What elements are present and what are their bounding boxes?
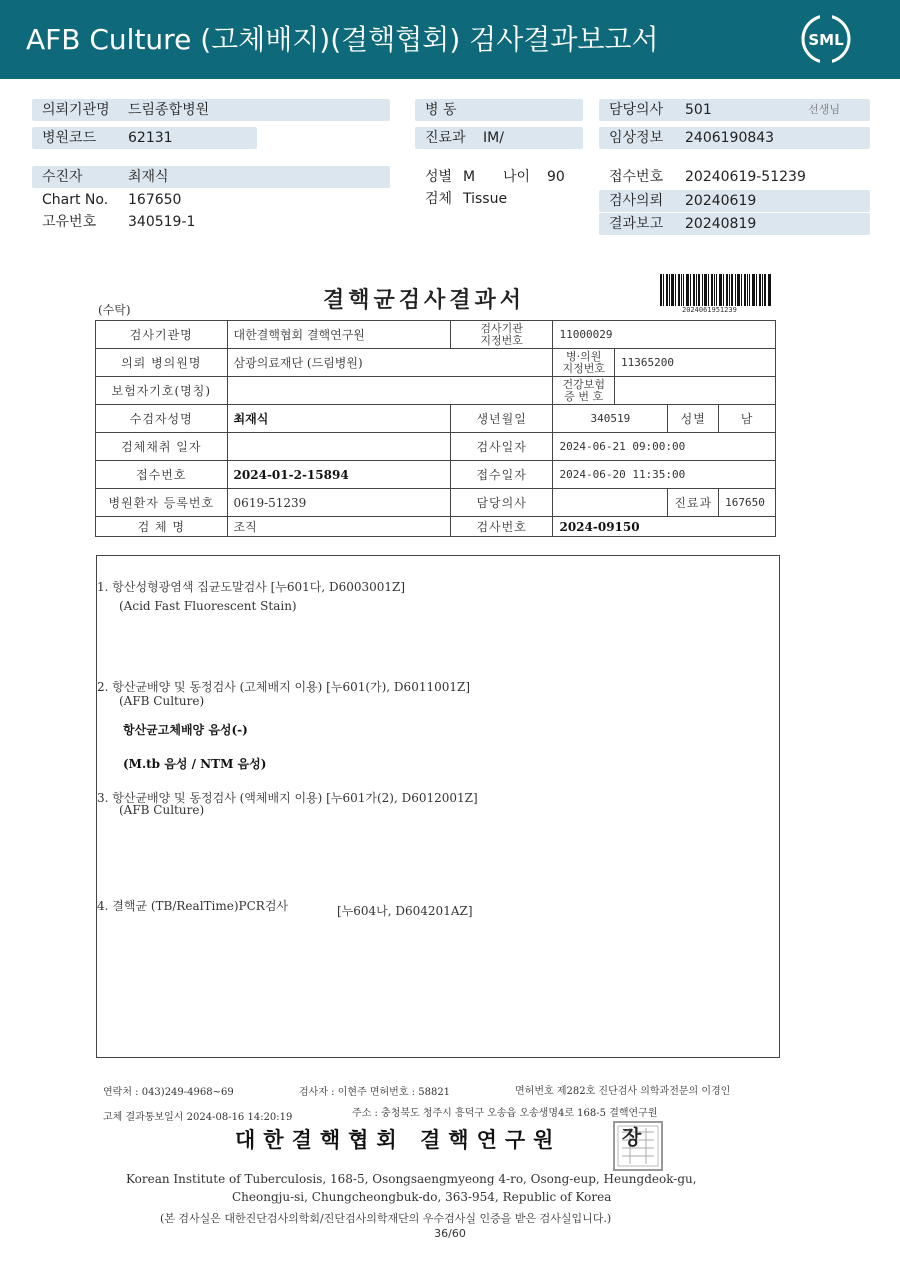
chart-value: 167650 bbox=[128, 192, 182, 208]
cell-value: 2024-09150 bbox=[553, 517, 776, 537]
age-label: 나이 bbox=[503, 169, 531, 185]
address-en-line1: Korean Institute of Tuberculosis, 168-5, Osongsaengmyeong 4-ro, Osong-eup, Heungdeok-gu, bbox=[126, 1172, 697, 1186]
cell-value bbox=[553, 489, 668, 517]
institution-label: 의뢰기관명 bbox=[42, 102, 110, 118]
clinical-row bbox=[599, 127, 870, 149]
cell-header: 접수번호 bbox=[96, 461, 228, 489]
request-value: 20240619 bbox=[685, 193, 757, 209]
cell-value: 최재식 bbox=[227, 405, 450, 433]
results-box bbox=[96, 555, 780, 1058]
item4-code: [누604나, D604201AZ] bbox=[337, 904, 473, 918]
sex-value: M bbox=[463, 169, 476, 185]
dept-label: 진료과 bbox=[425, 130, 466, 146]
contact: 연락처 : 043)249-4968~69 bbox=[103, 1087, 234, 1098]
cell-value bbox=[227, 433, 450, 461]
cell-header: 검사기관 지정번호 bbox=[450, 321, 553, 349]
report-header bbox=[0, 0, 900, 79]
examiner: 검사자 : 이현주 면허번호 : 58821 bbox=[299, 1087, 451, 1098]
scanned-report bbox=[0, 250, 900, 1250]
item3-title: 3. 항산균배양 및 동정검사 (액체배지 이용) [누601가(2), D6012001Z] bbox=[97, 791, 478, 805]
cell-value: 2024-01-2-15894 bbox=[227, 461, 450, 489]
age-value: 90 bbox=[547, 169, 565, 185]
cell-value: 2024-06-21 09:00:00 bbox=[553, 433, 776, 461]
sml-logo bbox=[800, 12, 852, 66]
hospital-code-row bbox=[32, 127, 257, 149]
official-seal bbox=[612, 1120, 664, 1172]
doctor-row bbox=[599, 99, 870, 121]
cell-header: 진료과 bbox=[668, 489, 719, 517]
cell-header: 검 체 명 bbox=[96, 517, 228, 537]
report-value: 20240819 bbox=[685, 216, 757, 232]
cell-value: 삼광의료재단 (드림병원) bbox=[227, 349, 553, 377]
item4-title: 4. 결핵균 (TB/RealTime)PCR검사 bbox=[97, 899, 289, 913]
cell-header: 검사번호 bbox=[450, 517, 553, 537]
info-table bbox=[95, 320, 776, 537]
cell-value: 대한결핵협회 결핵연구원 bbox=[227, 321, 450, 349]
hospital-code-value: 62131 bbox=[128, 130, 173, 146]
scan-title: 결핵균검사결과서 bbox=[323, 287, 526, 313]
item2-result-detail: (M.tb 음성 / NTM 음성) bbox=[123, 757, 267, 771]
clinical-label: 임상정보 bbox=[609, 130, 664, 146]
cell-value: 340519 bbox=[553, 405, 668, 433]
institution-name: 대한결핵협회 결핵연구원 bbox=[235, 1127, 562, 1152]
item1-subtitle: (Acid Fast Fluorescent Stain) bbox=[119, 599, 297, 613]
address-en-line2: Cheongju-si, Chungcheongbuk-do, 363-954, Republic of Korea bbox=[232, 1190, 612, 1204]
cell-header: 의뢰 병의원명 bbox=[96, 349, 228, 377]
seal-char: 장 bbox=[622, 1125, 642, 1149]
page-number: 36/60 bbox=[434, 1227, 466, 1240]
chart-row bbox=[32, 189, 390, 211]
cell-header: 건강보험 증 번 호 bbox=[553, 377, 615, 405]
dept-row bbox=[415, 127, 583, 149]
director-license: 면허번호 제282호 진단검사 의학과전문의 이경인 bbox=[515, 1086, 731, 1097]
cell-header: 검체채취 일자 bbox=[96, 433, 228, 461]
cell-header: 검사기관명 bbox=[96, 321, 228, 349]
report-title: AFB Culture (고체배지)(결핵협회) 검사결과보고서 bbox=[26, 23, 659, 56]
address-kr: 주소 : 충청북도 청주시 흥덕구 오송읍 오송생명4로 168-5 결핵연구원 bbox=[352, 1108, 658, 1119]
recipient-row bbox=[32, 166, 390, 188]
id-value: 340519-1 bbox=[128, 214, 196, 230]
doctor-label: 담당의사 bbox=[609, 102, 664, 118]
table-row bbox=[96, 377, 776, 405]
institution-value: 드림종합병원 bbox=[128, 102, 210, 118]
doctor-value: 501 bbox=[685, 102, 712, 118]
certification-note: (본 검사실은 대한진단검사의학회/진단검사의학재단의 우수검사실 인증을 받은 검사실입니다.) bbox=[160, 1212, 612, 1225]
report-label: 결과보고 bbox=[609, 216, 664, 232]
specimen-label: 검체 bbox=[425, 191, 453, 207]
clinical-value: 2406190843 bbox=[685, 130, 775, 146]
dept-value: IM/ bbox=[483, 130, 504, 146]
cell-value: 남 bbox=[719, 405, 776, 433]
barcode bbox=[660, 274, 771, 306]
cell-header: 담당의사 bbox=[450, 489, 553, 517]
item1-title: 1. 항산성형광염색 집균도말검사 [누601다, D6003001Z] bbox=[97, 580, 406, 594]
report-row bbox=[599, 213, 870, 235]
institution-row bbox=[32, 99, 390, 121]
chart-label: Chart No. bbox=[42, 192, 109, 208]
cell-value: 11365200 bbox=[615, 349, 776, 377]
sex-age-row bbox=[415, 166, 585, 188]
request-row bbox=[599, 190, 870, 212]
ward-row bbox=[415, 99, 583, 121]
cell-header: 보험자기호(명칭) bbox=[96, 377, 228, 405]
cell-value: 0619-51239 bbox=[227, 489, 450, 517]
table-row bbox=[96, 349, 776, 377]
table-row bbox=[96, 489, 776, 517]
item2-subtitle: (AFB Culture) bbox=[119, 694, 205, 708]
receipt-row bbox=[599, 166, 870, 188]
cell-value: 167650 bbox=[719, 489, 776, 517]
cell-header: 성별 bbox=[668, 405, 719, 433]
table-row bbox=[96, 405, 776, 433]
receipt-value: 20240619-51239 bbox=[685, 169, 806, 185]
table-row bbox=[96, 461, 776, 489]
receipt-label: 접수번호 bbox=[609, 169, 664, 185]
cell-header: 병·의원 지정번호 bbox=[553, 349, 615, 377]
cell-value bbox=[615, 377, 776, 405]
specimen-row bbox=[415, 188, 585, 210]
hospital-code-label: 병원코드 bbox=[42, 130, 97, 146]
barcode-number: 2024061951239 bbox=[682, 306, 737, 314]
doctor-suffix: 선생님 bbox=[808, 103, 840, 116]
table-row bbox=[96, 517, 776, 537]
cell-header: 병원환자 등록번호 bbox=[96, 489, 228, 517]
cell-value bbox=[227, 377, 553, 405]
consignment-label: (수탁) bbox=[98, 303, 131, 317]
cell-header: 생년월일 bbox=[450, 405, 553, 433]
logo-text: SML bbox=[808, 31, 844, 49]
item3-subtitle: (AFB Culture) bbox=[119, 803, 205, 817]
cell-header: 수검자성명 bbox=[96, 405, 228, 433]
specimen-value: Tissue bbox=[463, 191, 508, 207]
cell-header: 접수일자 bbox=[450, 461, 553, 489]
report-time: 고체 결과통보일시 2024-08-16 14:20:19 bbox=[103, 1112, 293, 1123]
item2-result-negative: 항산균고체배양 음성(-) bbox=[123, 723, 248, 737]
recipient-value: 최재식 bbox=[128, 169, 169, 185]
cell-value: 11000029 bbox=[553, 321, 776, 349]
table-row bbox=[96, 321, 776, 349]
table-row bbox=[96, 433, 776, 461]
sex-label: 성별 bbox=[425, 169, 453, 185]
id-row bbox=[32, 211, 390, 233]
cell-value: 조직 bbox=[227, 517, 450, 537]
item2-title: 2. 항산균배양 및 동정검사 (고체배지 이용) [누601(가), D6011001Z] bbox=[97, 680, 471, 694]
id-label: 고유번호 bbox=[42, 214, 97, 230]
ward-label: 병 동 bbox=[425, 102, 457, 118]
cell-header: 검사일자 bbox=[450, 433, 553, 461]
request-label: 검사의뢰 bbox=[609, 193, 664, 209]
cell-value: 2024-06-20 11:35:00 bbox=[553, 461, 776, 489]
recipient-label: 수진자 bbox=[42, 169, 83, 185]
